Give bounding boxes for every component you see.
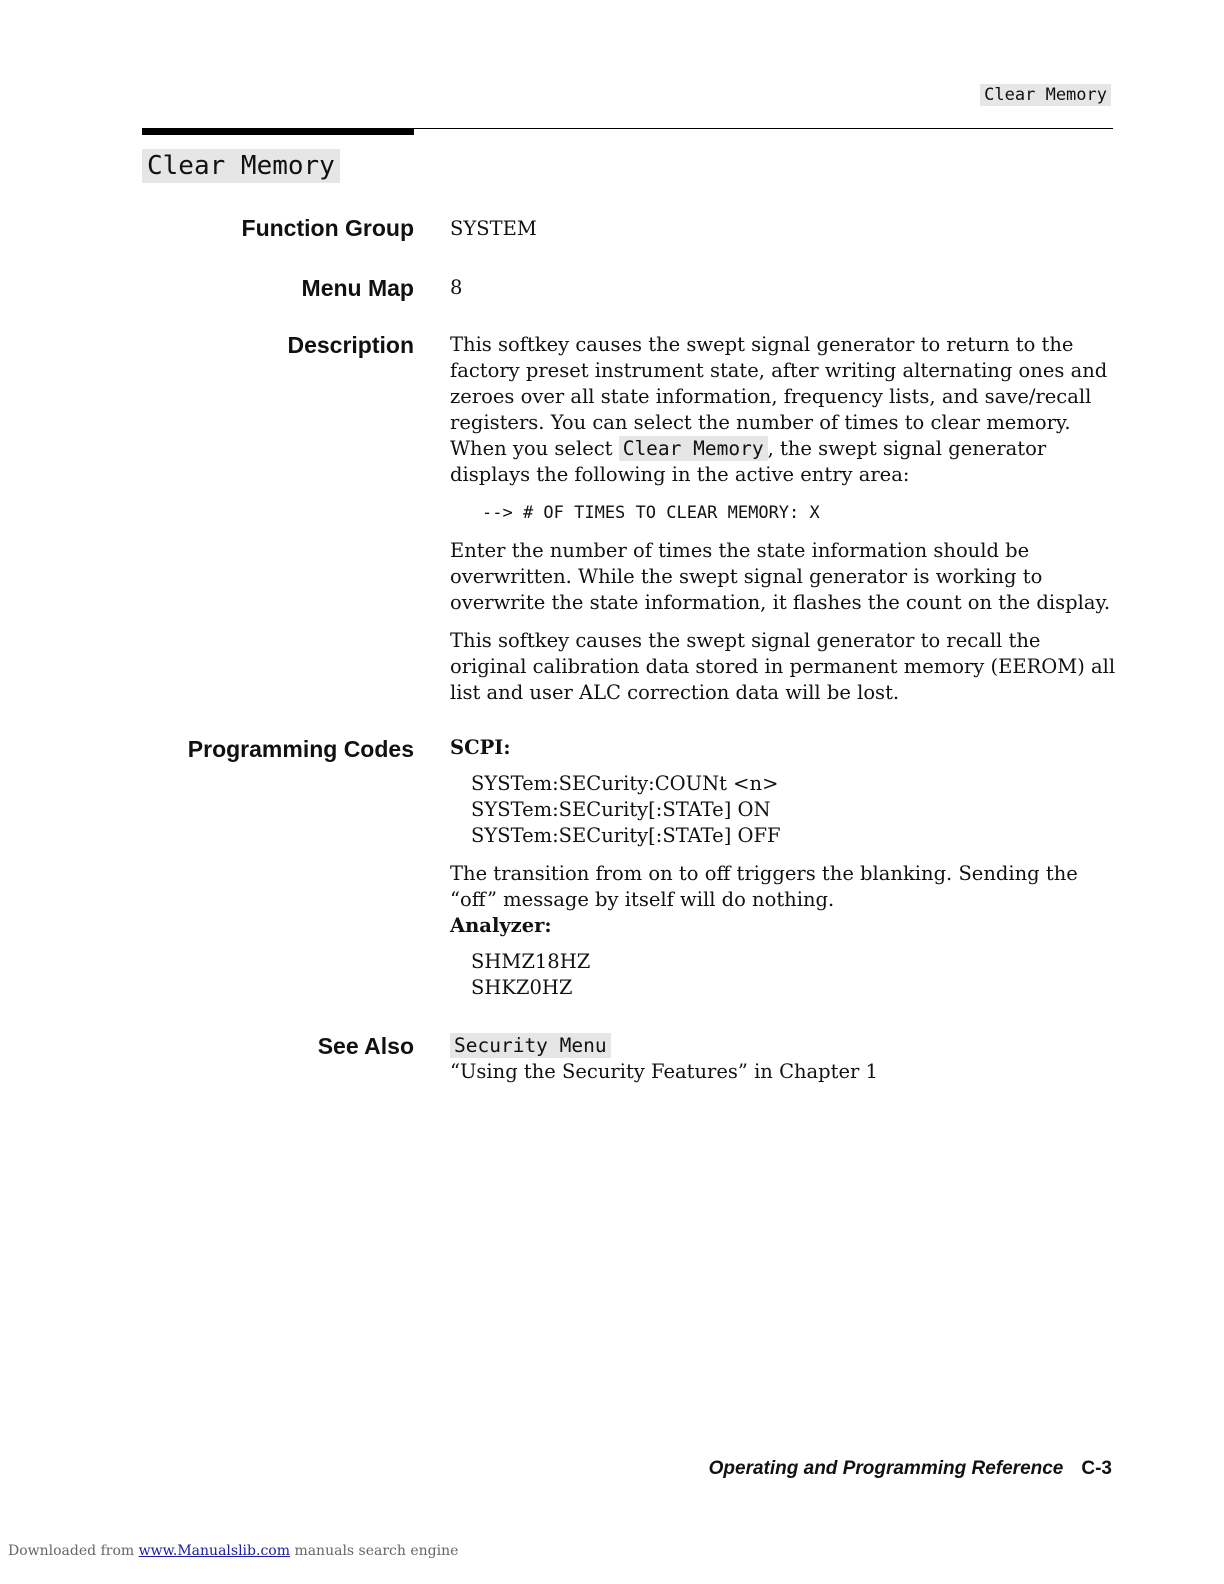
active-entry-display-line: --> # OF TIMES TO CLEAR MEMORY: X bbox=[482, 503, 820, 523]
security-menu-softkey: Security Menu bbox=[450, 1033, 611, 1058]
scpi-code-list bbox=[471, 771, 1118, 849]
page-footer bbox=[709, 1458, 1112, 1480]
programming-note: The transition from on to off triggers the blanking. Sending the “off” message by itself will do nothing. bbox=[450, 862, 1078, 911]
manualslib-link[interactable]: www.Manualslib.com bbox=[138, 1543, 290, 1559]
analyzer-code-list bbox=[471, 949, 1118, 1001]
description-paragraph-2: Enter the number of times the state information should be overwritten. While the swept signal generator is working to overwrite the state information, it flashes the count on the display. bbox=[450, 539, 1111, 614]
page-number: C-3 bbox=[1081, 1458, 1112, 1479]
scpi-code: SYSTem:SECurity[:STATe] OFF bbox=[471, 824, 781, 847]
description-paragraph-3: This softkey causes the swept signal generator to recall the original calibration data stored in permanent memory (EEROM) all list and user ALC correction data will be lost. bbox=[450, 629, 1116, 704]
analyzer-code: SHMZ18HZ bbox=[471, 950, 591, 973]
description-label: Description bbox=[287, 332, 414, 358]
header-rule-thick bbox=[142, 128, 414, 135]
see-also-label: See Also bbox=[317, 1033, 414, 1059]
function-group-value: SYSTEM bbox=[450, 217, 537, 240]
header-rule-thin bbox=[414, 128, 1113, 129]
page-title: Clear Memory bbox=[142, 149, 340, 183]
scpi-heading: SCPI: bbox=[450, 736, 511, 759]
description-body bbox=[450, 332, 1118, 718]
menu-map-label: Menu Map bbox=[301, 275, 414, 301]
see-also-body bbox=[450, 1033, 1118, 1085]
description-paragraph-1: This softkey causes the swept signal generator to return to the factory preset instrument state, after writing alternating ones and zeroes over all state information, frequency lists, and save/recall registers. You can select the number of times to clear memory. When you select Clear Memory , the swept signal generator displays the following in the active entry area: bbox=[450, 333, 1108, 486]
programming-codes-label: Programming Codes bbox=[187, 736, 414, 762]
see-also-reference: “Using the Security Features” in Chapter 1 bbox=[450, 1060, 878, 1083]
analyzer-code: SHKZ0HZ bbox=[471, 976, 573, 999]
footer-section-title: Operating and Programming Reference bbox=[708, 1458, 1064, 1479]
function-group-label: Function Group bbox=[241, 215, 414, 241]
download-note: Downloaded from www.Manualslib.com manuals search engine bbox=[8, 1543, 459, 1559]
scpi-code: SYSTem:SECurity[:STATe] ON bbox=[471, 798, 771, 821]
menu-map-value: 8 bbox=[450, 276, 463, 299]
clear-memory-softkey: Clear Memory bbox=[619, 436, 768, 461]
running-header-softkey: Clear Memory bbox=[980, 84, 1111, 106]
scpi-code: SYSTem:SECurity:COUNt <n> bbox=[471, 772, 779, 795]
programming-codes-body bbox=[450, 735, 1118, 1013]
analyzer-heading: Analyzer: bbox=[450, 914, 552, 937]
